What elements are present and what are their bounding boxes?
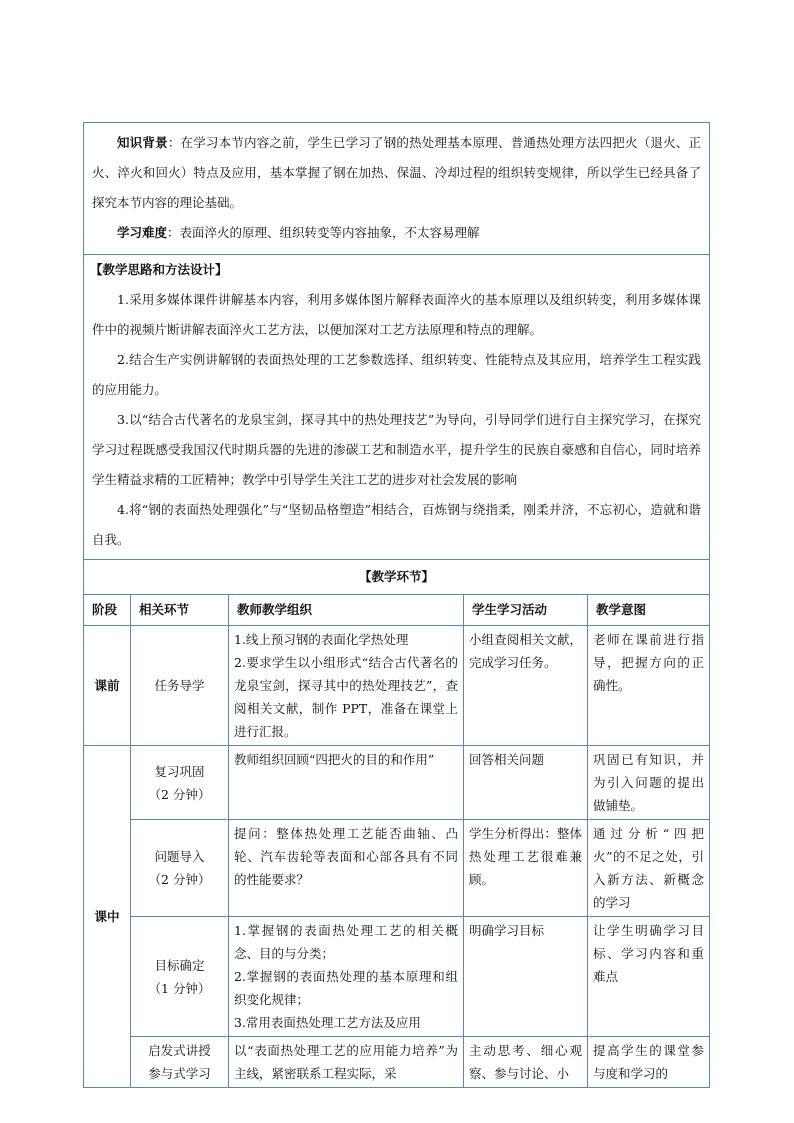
table-row	[84, 917, 710, 1037]
intent-goal: 让学生明确学习目标、学习内容和重难点	[588, 917, 710, 1037]
intent-intro: 通过分析“四把火”的不足之处，引入新方法、新概念的学习	[588, 820, 710, 917]
document-page	[83, 122, 709, 1088]
student-goal: 明确学习目标	[464, 917, 588, 1037]
col-student: 学生学习活动	[464, 595, 588, 626]
learning-difficulty	[84, 218, 709, 248]
col-teacher: 教师教学组织	[229, 595, 464, 626]
student-pre: 小组查阅相关文献，完成学习任务。	[464, 626, 588, 746]
design-cell	[84, 255, 710, 560]
student-review: 回答相关问题	[464, 746, 588, 820]
link-intro-title: 问题导入	[154, 849, 205, 864]
table-row	[84, 746, 710, 820]
teacher-pre-2: 2.要求学生以小组形式“结合古代著名的龙泉宝剑，探寻其中的热处理技艺”，查阅相关文献，制作 PPT，准备在课堂上进行汇报。	[234, 655, 458, 739]
teacher-review: 教师组织回顾“四把火的目的和作用”	[229, 746, 464, 820]
table-row	[84, 1037, 710, 1088]
lesson-plan-table	[83, 122, 710, 1088]
link-intro-time: （2 分钟）	[148, 872, 211, 887]
col-link: 相关环节	[131, 595, 229, 626]
intent-lecture: 提高学生的课堂参与度和学习的	[588, 1037, 710, 1088]
link-lecture	[131, 1037, 229, 1088]
student-lecture: 主动思考、细心观察、参与讨论、小	[464, 1037, 588, 1088]
teacher-lecture: 以“表面热处理工艺的应用能力培养”为主线，紧密联系工程实际，采	[229, 1037, 464, 1088]
intent-pre: 老师在课前进行指导，把握方向的正确性。	[588, 626, 710, 746]
col-stage: 阶段	[84, 595, 131, 626]
design-heading: 【教学思路和方法设计】	[90, 262, 228, 277]
teacher-goal-3: 3.常用表面热处理工艺方法及应用	[234, 1015, 421, 1030]
teacher-pre-1: 1.线上预习钢的表面化学热处理	[234, 632, 409, 647]
teacher-goal-1: 1.掌握钢的表面热处理工艺的相关概念、目的与分类；	[234, 923, 458, 961]
design-item-4: 4.将“钢的表面热处理强化”与“坚韧品格塑造”相结合，百炼钢与绕指柔，刚柔并济，不忘初心，造就和谐自我。	[92, 502, 701, 547]
link-review-title: 复习巩固	[154, 763, 205, 779]
link-review-time: （2 分钟）	[148, 786, 211, 802]
link-lecture-2: 参与式学习	[148, 1066, 211, 1081]
steps-heading: 【教学环节】	[358, 569, 434, 584]
design-item-3: 3.以“结合古代著名的龙泉宝剑，探寻其中的热处理技艺”为导向，引导同学们进行自主探究学习，在探究学习过程既感受我国汉代时期兵器的先进的渗碳工艺和制造水平，提升学生的民族自豪感和自信心，同时培养学生精益求精的工匠精神；教学中引导学生关注工艺的进步对社会发展的影响	[92, 412, 701, 487]
design-item-2: 2.结合生产实例讲解钢的表面热处理的工艺参数选择、组织转变、性能特点及其应用，培养学生工程实践的应用能力。	[92, 352, 701, 397]
link-goal	[131, 917, 229, 1037]
link-goal-title: 目标确定	[154, 957, 205, 973]
link-goal-time: （1 分钟）	[148, 980, 211, 996]
design-item-1: 1.采用多媒体课件讲解基本内容，利用多媒体图片解释表面淬火的基本原理以及组织转变，利用多媒体课件中的视频片断讲解表面淬火工艺方法，以便加深对工艺方法原理和特点的理解。	[92, 292, 701, 337]
knowledge-label: 知识背景	[117, 135, 168, 150]
table-row	[84, 626, 710, 746]
table-row	[84, 820, 710, 917]
knowledge-text: ：在学习本节内容之前，学生已学习了钢的热处理基本原理、普通热处理方法四把火（退火、正火、淬火和回火）特点及应用，基本掌握了钢在加热、保温、冷却过程的组织转变规律，所以学生已经具备了探究本节内容的理论基础。	[92, 135, 701, 210]
steps-heading-cell	[84, 560, 710, 595]
teacher-goal	[229, 917, 464, 1037]
link-intro	[131, 820, 229, 917]
stage-in: 课中	[84, 746, 131, 1088]
knowledge-background	[84, 128, 709, 218]
teacher-goal-2: 2.掌握钢的表面热处理的基本原理和组织变化规律；	[234, 969, 458, 1007]
link-pre: 任务导学	[131, 626, 229, 746]
intent-review: 巩固已有知识，并为引入问题的提出做铺垫。	[588, 746, 710, 820]
teacher-intro: 提问：整体热处理工艺能否曲轴、凸轮、汽车齿轮等表面和心部各具有不同的性能要求？	[229, 820, 464, 917]
student-intro: 学生分析得出：整体热处理工艺很难兼顾。	[464, 820, 588, 917]
difficulty-label: 学习难度	[117, 225, 168, 240]
stage-pre: 课前	[84, 626, 131, 746]
teacher-pre	[229, 626, 464, 746]
difficulty-text: ：表面淬火的原理、组织转变等内容抽象，不太容易理解	[167, 225, 480, 240]
link-review	[131, 746, 229, 820]
link-lecture-1: 启发式讲授	[148, 1043, 211, 1058]
background-cell	[84, 123, 710, 255]
col-intent: 教学意图	[588, 595, 710, 626]
column-header-row	[84, 595, 710, 626]
